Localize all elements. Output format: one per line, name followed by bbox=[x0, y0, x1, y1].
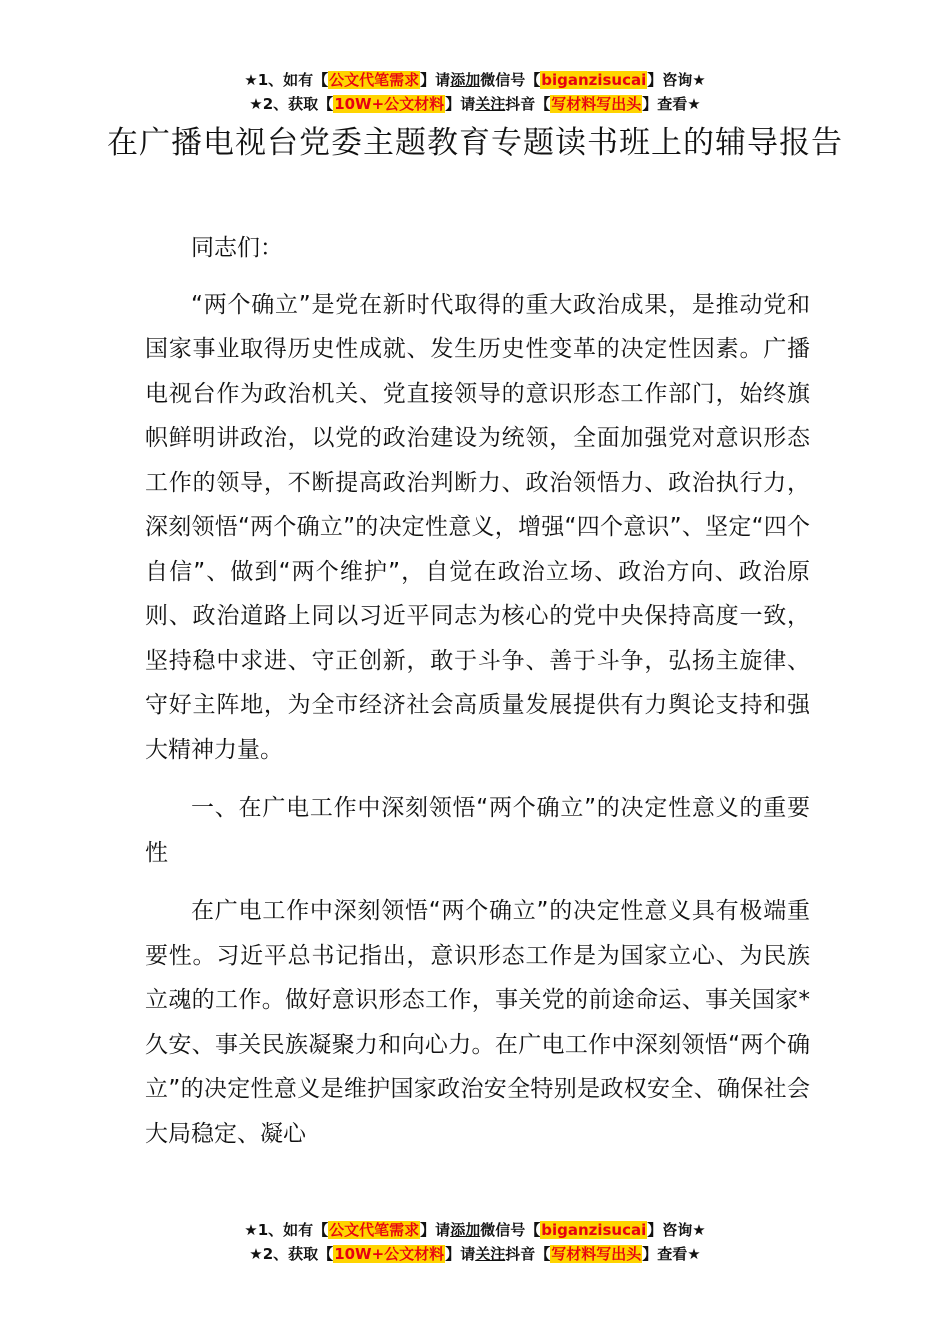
banner-text: 】咨询★ bbox=[647, 1221, 706, 1239]
document-title: 在广播电视台党委主题教育专题读书班上的辅导报告 bbox=[107, 125, 843, 161]
banner-line-1 bbox=[0, 1218, 950, 1242]
document-body bbox=[145, 226, 810, 1170]
footer-banner bbox=[0, 1218, 950, 1266]
banner-emphasis: 添加 bbox=[450, 71, 481, 89]
banner-highlight: biganzisucai bbox=[541, 71, 647, 89]
banner-line-1 bbox=[0, 68, 950, 92]
banner-text: ★2、获取【 bbox=[249, 95, 334, 113]
banner-text: 抖音【 bbox=[505, 95, 551, 113]
banner-text: ★1、如有【 bbox=[244, 1221, 329, 1239]
banner-text: 】请 bbox=[420, 71, 451, 89]
banner-text: 】请 bbox=[445, 95, 476, 113]
banner-text: ★1、如有【 bbox=[244, 71, 329, 89]
banner-text: 】查看★ bbox=[642, 95, 701, 113]
banner-highlight: 写材料写出头 bbox=[551, 1245, 642, 1263]
banner-highlight: 10W+公文材料 bbox=[334, 1245, 445, 1263]
section-heading: 一、在广电工作中深刻领悟“两个确立”的决定性意义的重要性 bbox=[145, 795, 810, 866]
greeting: 同志们： bbox=[191, 235, 283, 261]
banner-emphasis: 添加 bbox=[450, 1221, 481, 1239]
banner-highlight: 10W+公文材料 bbox=[334, 95, 445, 113]
body-paragraph: “两个确立”是党在新时代取得的重大政治成果，是推动党和国家事业取得历史性成就、发生历史性变革的决定性因素。广播电视台作为政治机关、党直接领导的意识形态工作部门，始终旗帜鲜明讲政治，以党的政治建设为统领，全面加强党对意识形态工作的领导，不断提高政治判断力、政治领悟力、政治执行力，深刻领悟“两个确立”的决定性意义，增强“四个意识”、坚定“四个自信”、做到“两个维护”，自觉在政治立场、政治方向、政治原则、政治道路上同以习近平同志为核心的党中央保持高度一致，坚持稳中求进、守正创新，敢于斗争、善于斗争，弘扬主旋律、守好主阵地，为全市经济社会高质量发展提供有力舆论支持和强大精神力量。 bbox=[145, 291, 810, 763]
banner-emphasis: 关注 bbox=[475, 1245, 506, 1263]
banner-text: 抖音【 bbox=[505, 1245, 551, 1263]
banner-text: 】查看★ bbox=[642, 1245, 701, 1263]
banner-highlight: 公文代笔需求 bbox=[329, 71, 420, 89]
banner-highlight: biganzisucai bbox=[541, 1221, 647, 1239]
banner-text: 微信号【 bbox=[480, 1221, 541, 1239]
header-banner bbox=[0, 68, 950, 116]
banner-text: 微信号【 bbox=[480, 71, 541, 89]
banner-text: 】请 bbox=[445, 1245, 476, 1263]
body-paragraph: 在广电工作中深刻领悟“两个确立”的决定性意义具有极端重要性。习近平总书记指出，意识形态工作是为国家立心、为民族立魂的工作。做好意识形态工作，事关党的前途命运、事关国家*久安、事关民族凝聚力和向心力。在广电工作中深刻领悟“两个确立”的决定性意义是维护国家政治安全特别是政权安全、确保社会大局稳定、凝心 bbox=[145, 898, 810, 1147]
banner-emphasis: 关注 bbox=[475, 95, 506, 113]
banner-text: 】咨询★ bbox=[647, 71, 706, 89]
banner-line-2 bbox=[0, 92, 950, 116]
banner-text: ★2、获取【 bbox=[249, 1245, 334, 1263]
banner-highlight: 公文代笔需求 bbox=[329, 1221, 420, 1239]
banner-text: 】请 bbox=[420, 1221, 451, 1239]
banner-highlight: 写材料写出头 bbox=[551, 95, 642, 113]
banner-line-2 bbox=[0, 1242, 950, 1266]
